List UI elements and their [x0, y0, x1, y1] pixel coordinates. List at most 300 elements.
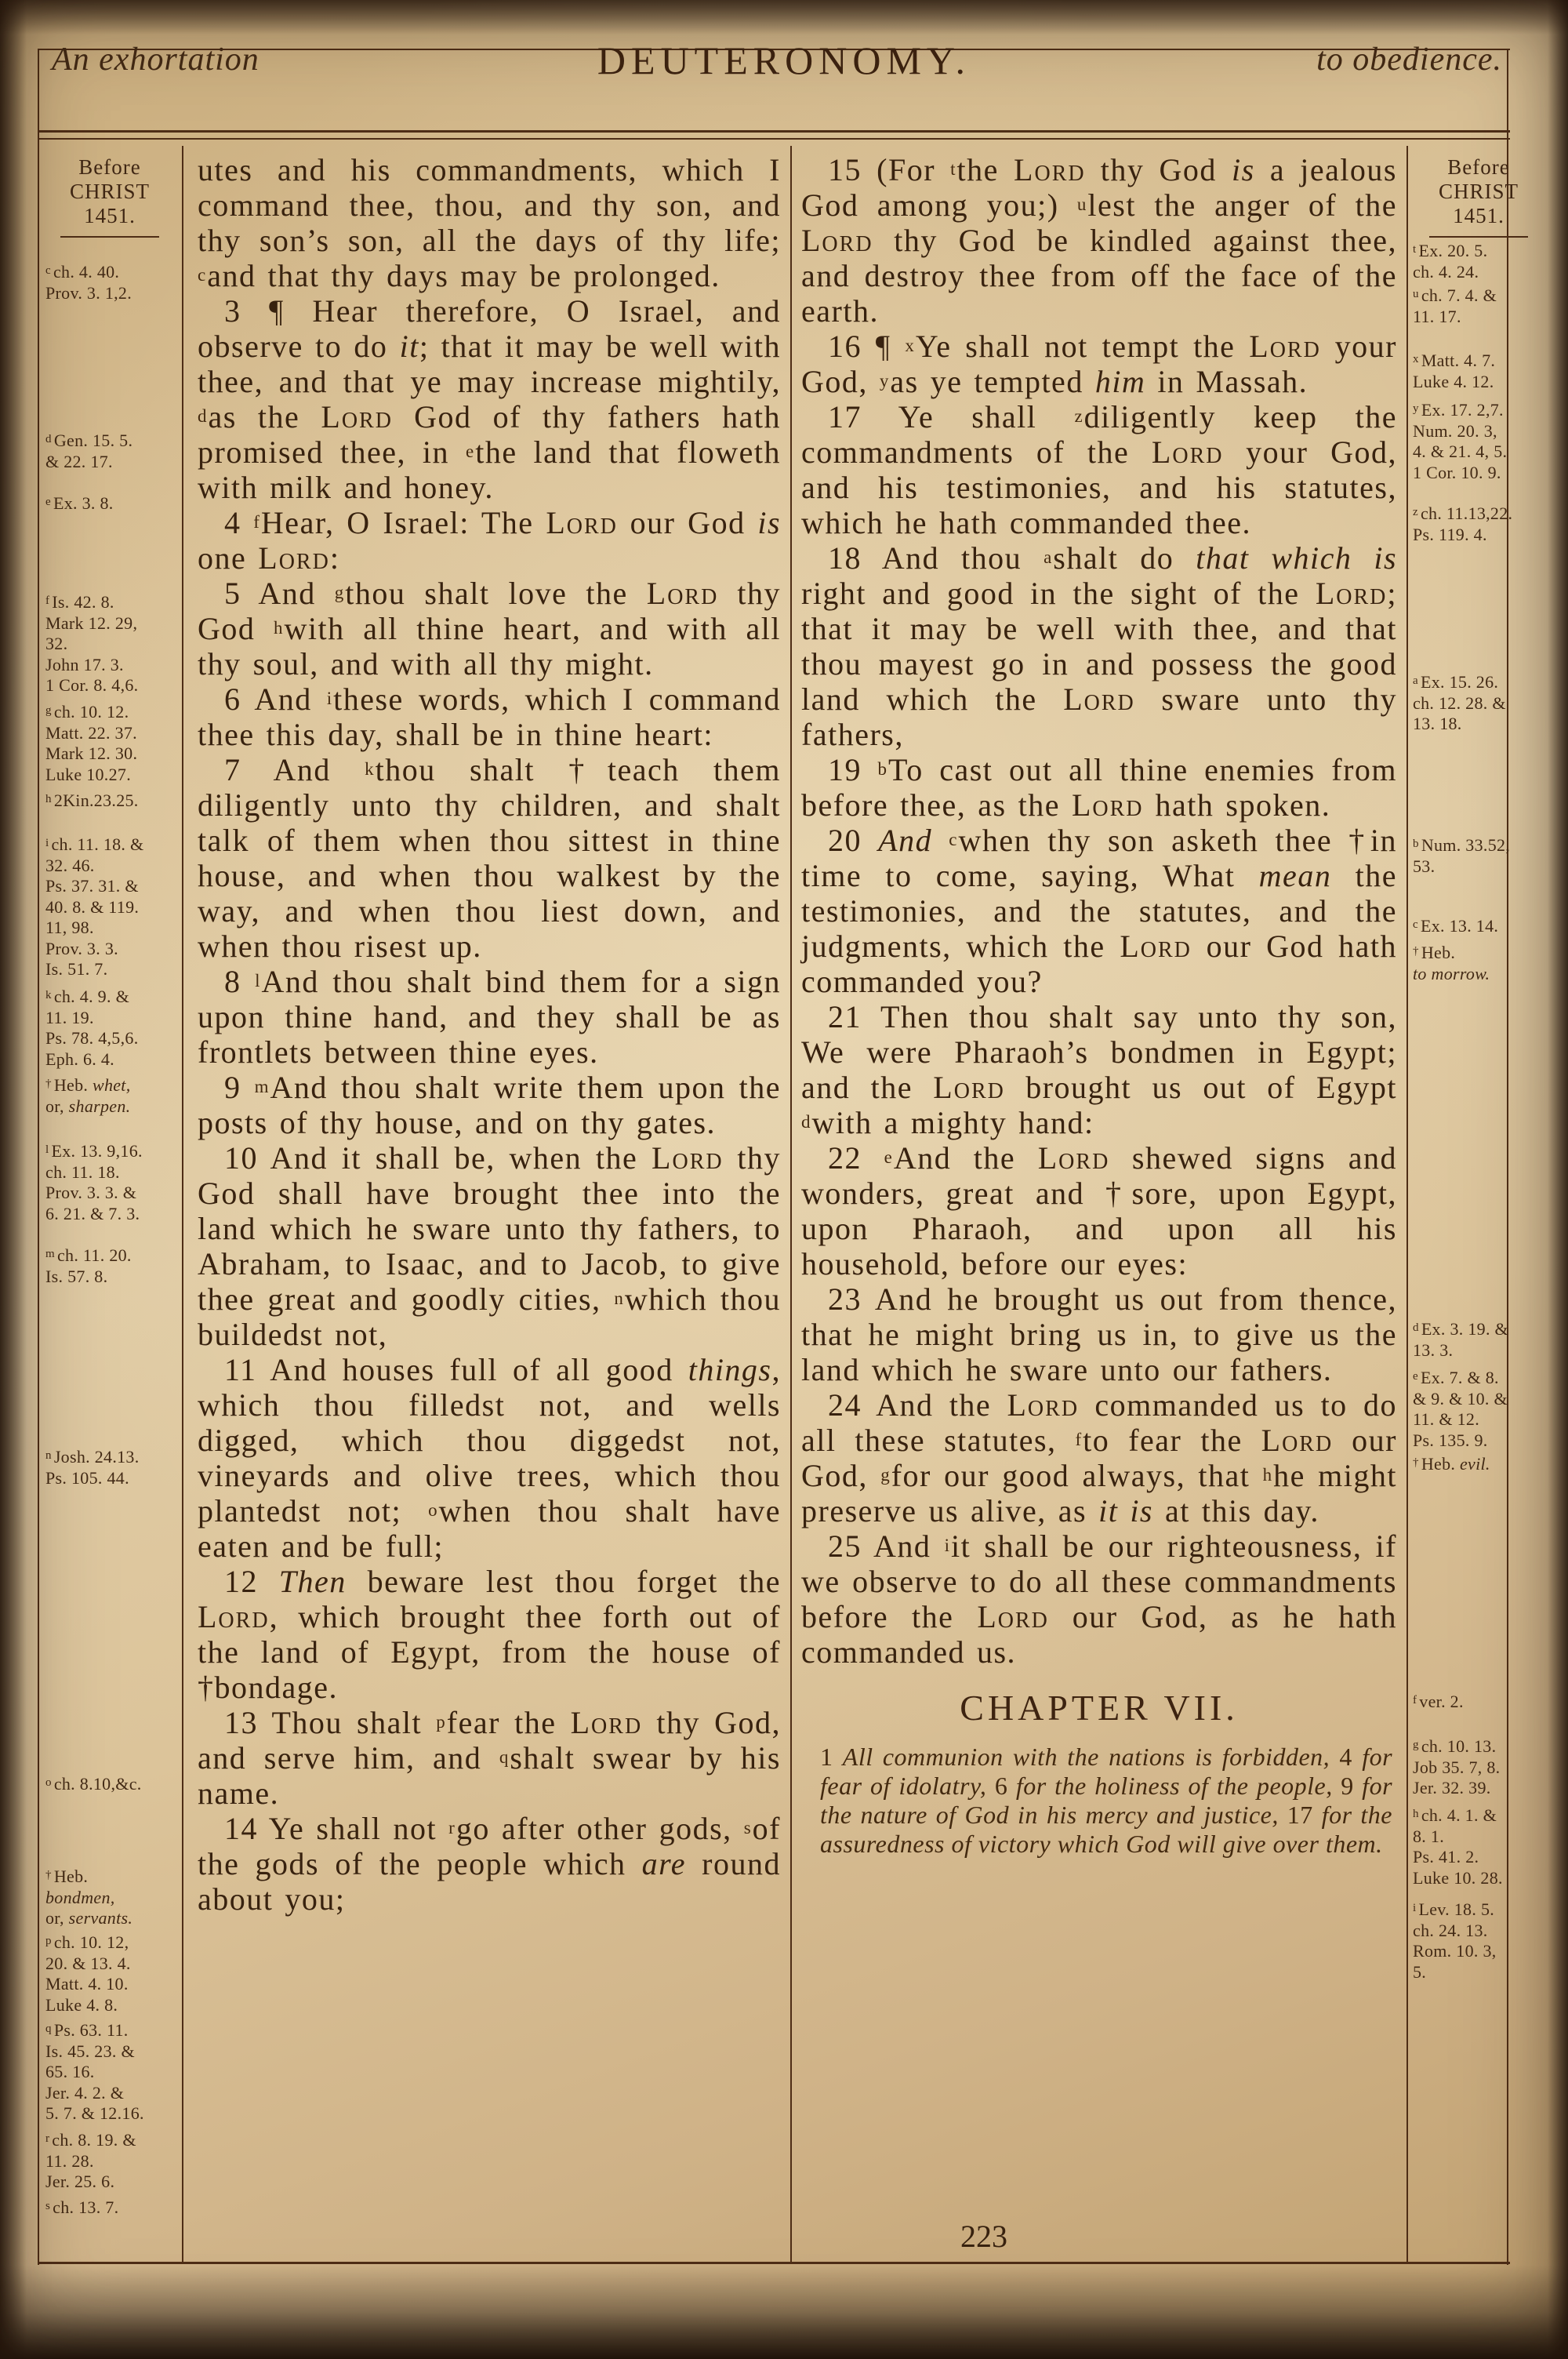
before-christ-line: Before	[1447, 155, 1510, 179]
text-segment: ch. 10. 12.	[53, 702, 129, 722]
margin-note-mark: c	[1413, 918, 1418, 931]
margin-note-mark: z	[1413, 506, 1418, 518]
margin-note-line	[1413, 1826, 1546, 1848]
text-segment: Luke 4. 8.	[45, 1994, 118, 2015]
text-segment: our God,	[801, 1423, 1397, 1493]
verse-paragraph	[198, 293, 781, 505]
text-segment: shalt swear by his name.	[198, 1740, 781, 1811]
text-segment: ch. 4. 40.	[53, 262, 120, 282]
before-christ-line: 1451.	[1453, 204, 1504, 227]
text-segment: for the assuredness of victory which God will give over them.	[820, 1801, 1393, 1858]
text-segment: Lord	[646, 576, 719, 611]
text-segment: 40. 8. & 119.	[45, 896, 140, 917]
margin-note-line	[1413, 1962, 1546, 1983]
margin-note-line	[1413, 1318, 1546, 1340]
text-segment: Is. 51. 7.	[45, 959, 108, 979]
reference-letter: l	[255, 971, 260, 990]
text-segment: as the	[208, 399, 321, 434]
text-segment: Prov. 3. 1,2.	[45, 282, 132, 303]
text-segment: Lord	[977, 1599, 1049, 1634]
text-segment: Lord	[1014, 152, 1086, 187]
reference-letter: f	[253, 512, 260, 532]
text-segment: evil.	[1459, 1454, 1490, 1474]
margin-note-mark: x	[1413, 353, 1419, 365]
text-segment: 25 And	[828, 1528, 945, 1564]
margin-note-line	[45, 1468, 179, 1489]
text-segment: 8	[224, 964, 256, 999]
text-segment: 20. & 13. 4.	[45, 1953, 131, 1973]
margin-note-line	[1413, 421, 1546, 442]
margin-note-mark: a	[1413, 674, 1418, 687]
margin-note-line	[45, 2151, 179, 2172]
margin-note-line	[45, 833, 179, 856]
text-segment: are	[641, 1846, 686, 1881]
text-segment: Prov. 3. 3. &	[45, 1183, 137, 1202]
text-segment: ch. 11. 18.	[45, 1161, 120, 1182]
reference-letter: s	[743, 1818, 751, 1837]
margin-note	[1413, 398, 1546, 483]
text-segment: Jer. 32. 39.	[1413, 1778, 1491, 1797]
text-segment: Ps. 63. 11.	[53, 2020, 129, 2040]
text-segment: ch. 11. 20.	[56, 1245, 132, 1265]
text-segment: 1 Cor. 10. 9.	[1413, 462, 1501, 482]
reference-letter: c	[198, 265, 206, 285]
text-segment: 32. 46.	[45, 855, 95, 875]
margin-note-line	[1413, 442, 1546, 463]
margin-note-mark: i	[1413, 1902, 1417, 1914]
margin-note	[45, 260, 179, 304]
text-segment: for our good always, that	[891, 1458, 1263, 1493]
before-christ-line: Before	[78, 155, 141, 179]
text-segment: Jer. 4. 2. &	[45, 2082, 125, 2103]
text-segment: 13. 3.	[1413, 1339, 1454, 1360]
reference-letter: k	[365, 759, 374, 779]
text-segment: 7 And	[224, 752, 365, 787]
text-segment: Heb.	[53, 1866, 89, 1886]
text-segment: 11. 17.	[1413, 306, 1461, 326]
margin-note-line	[45, 765, 179, 786]
verse-continuation-paragraph	[198, 152, 781, 293]
left-frame-rule	[38, 49, 39, 2265]
margin-note-line	[45, 959, 179, 980]
text-segment: 3 ¶ Hear therefore, O Israel, and observe to do	[198, 293, 781, 364]
margin-note-line	[1413, 1409, 1546, 1430]
text-segment: Lord	[801, 223, 873, 258]
margin-note-line	[45, 429, 179, 452]
margin-note-line	[45, 1995, 179, 2016]
margin-note-line	[45, 700, 179, 723]
margin-note-line	[45, 1974, 179, 1995]
margin-note-mark: s	[45, 2200, 51, 2212]
margin-note-line	[45, 591, 179, 613]
text-segment: a jealous God among you;)	[801, 152, 1397, 223]
margin-note-line	[45, 856, 179, 877]
reference-letter: d	[198, 406, 207, 426]
margin-note	[45, 1772, 179, 1795]
text-segment: your God,	[801, 329, 1398, 399]
text-segment: And thou shalt write them upon the posts of thy house, and on thy gates.	[198, 1070, 781, 1140]
text-segment: Is. 42. 8.	[52, 592, 114, 612]
margin-note	[45, 700, 179, 785]
text-segment: Lord	[321, 399, 393, 434]
margin-note-mark: m	[45, 1248, 55, 1260]
reference-letter: t	[950, 159, 956, 179]
margin-note-line	[1413, 1847, 1546, 1868]
margin-note	[1413, 349, 1546, 392]
margin-note-line	[45, 655, 179, 676]
reference-letter: x	[905, 336, 914, 355]
reference-letter: q	[499, 1747, 509, 1767]
text-segment: the testimonies, and the statutes, and the judgments, which the	[801, 858, 1397, 964]
margin-note-mark: †	[1413, 945, 1419, 958]
text-segment: thy God	[1085, 152, 1232, 187]
text-segment: 24 And the	[828, 1387, 1007, 1423]
text-segment: fear the	[446, 1705, 571, 1740]
text-segment: he might preserve us alive, as	[801, 1458, 1398, 1528]
text-segment: and that thy days may be prolonged.	[207, 258, 720, 293]
text-segment: 20	[828, 823, 879, 858]
margin-note-mark: l	[45, 1143, 49, 1156]
reference-letter: a	[1044, 547, 1052, 567]
verse-paragraph	[198, 576, 781, 682]
reference-letter: p	[436, 1712, 445, 1732]
text-segment: Ex. 3. 19. &	[1421, 1319, 1508, 1339]
text-segment: 1	[820, 1743, 843, 1771]
text-segment: Josh. 24.13.	[53, 1447, 140, 1467]
text-segment: ch. 4. 1. &	[1421, 1805, 1497, 1825]
text-segment: Is. 45. 23. &	[45, 2041, 135, 2061]
text-segment: which thou buildedst not,	[198, 1281, 781, 1352]
text-segment: ch. 11. 18. &	[51, 834, 144, 854]
text-segment: ch. 13. 7.	[53, 2197, 119, 2217]
margin-note	[1413, 1690, 1546, 1713]
text-segment: diligently keep the commandments of the	[801, 399, 1398, 470]
text-segment: 2Kin.23.25.	[53, 791, 139, 810]
text-segment: And the	[893, 1140, 1038, 1176]
text-segment: round about you;	[198, 1846, 781, 1917]
reference-letter: i	[944, 1536, 949, 1555]
margin-note	[45, 2196, 179, 2219]
text-segment: Lord	[1071, 787, 1144, 823]
before-christ-date-right	[1410, 155, 1548, 238]
text-segment: to morrow.	[1413, 963, 1490, 983]
margin-note-line	[45, 1244, 179, 1267]
text-segment: Lord	[933, 1070, 1005, 1105]
bottom-frame-rule	[38, 2262, 1510, 2264]
margin-note	[45, 1074, 179, 1117]
margin-note-line	[45, 1865, 179, 1888]
margin-note-line	[45, 939, 179, 960]
text-segment: 11. & 12.	[1413, 1409, 1479, 1429]
margin-note-line	[1413, 1941, 1546, 1962]
reference-letter: f	[1075, 1430, 1082, 1449]
margin-note-line	[1413, 307, 1546, 328]
reference-letter: c	[949, 830, 957, 849]
verse-paragraph	[801, 1387, 1397, 1528]
margin-note-line	[1413, 1898, 1546, 1921]
text-segment: ; that it may be well with thee, and that ye may increase mightily,	[198, 329, 781, 399]
text-segment: Ex. 3. 8.	[53, 493, 114, 513]
reference-letter: r	[448, 1818, 455, 1837]
verse-paragraph	[198, 505, 781, 576]
text-segment: 9	[224, 1070, 255, 1105]
text-segment: or,	[45, 1908, 69, 1928]
margin-note-line	[1413, 262, 1546, 283]
text-segment: Lev. 18. 5.	[1418, 1899, 1495, 1919]
text-segment: thy God be kindled against thee, and destroy thee from off the face of the earth.	[801, 223, 1397, 329]
text-segment: 1 Cor. 8. 4,6.	[45, 675, 139, 695]
text-segment: Job 35. 7, 8.	[1413, 1757, 1501, 1777]
verse-paragraph	[198, 752, 781, 964]
margin-note-line	[45, 2128, 179, 2151]
text-segment: 32.	[45, 634, 68, 653]
text-segment: Matt. 22. 37.	[45, 722, 137, 743]
text-segment: 10 And it shall be, when the	[224, 1140, 652, 1176]
margin-note-line	[1413, 714, 1546, 735]
chapter-summary	[801, 1743, 1397, 1859]
verse-paragraph	[801, 399, 1397, 540]
margin-note-mark: k	[45, 989, 52, 1001]
text-segment: God of thy fathers hath promised thee, in	[198, 399, 782, 470]
text-segment: Heb.	[1421, 1454, 1460, 1474]
margin-note-line	[1413, 239, 1546, 262]
margin-note-mark: b	[1413, 838, 1419, 850]
margin-note-mark: n	[45, 1449, 52, 1462]
text-segment: 5. 7. & 12.16.	[45, 2103, 144, 2123]
text-segment: ver. 2.	[1419, 1692, 1464, 1711]
text-segment: 19	[828, 752, 878, 787]
text-segment: these words, which I command thee this day, shall be in thine heart:	[198, 682, 781, 752]
text-segment: Lord	[1315, 576, 1388, 611]
margin-note-mark: o	[45, 1776, 52, 1789]
text-segment: Ps. 78. 4,5,6.	[45, 1028, 139, 1048]
text-segment: Lord	[1037, 1140, 1110, 1176]
text-segment: 13. 18.	[1413, 714, 1462, 733]
margin-note-line	[45, 260, 179, 283]
text-segment: 16 ¶	[828, 329, 906, 364]
before-christ-line: CHRIST	[1438, 180, 1519, 203]
reference-letter: m	[254, 1077, 269, 1096]
margin-note-line	[45, 634, 179, 655]
reference-letter: y	[879, 371, 889, 391]
verse-paragraph	[198, 682, 781, 752]
text-segment: right and good in the sight of the	[801, 576, 1316, 611]
margin-note	[1413, 1735, 1546, 1799]
reference-letter: h	[1262, 1465, 1272, 1485]
verse-paragraph	[801, 1281, 1397, 1387]
text-segment: Ex. 13. 14.	[1420, 916, 1499, 936]
margin-note-mark: q	[45, 2023, 52, 2035]
chapter-heading: CHAPTER VII.	[960, 1688, 1239, 1728]
before-christ-line: 1451.	[84, 204, 136, 227]
text-segment: when thy son asketh thee †in time to come, saying, What	[801, 823, 1397, 893]
text-segment: Eph. 6. 4.	[45, 1049, 114, 1069]
margin-note	[45, 492, 179, 514]
margin-note-line	[1413, 398, 1546, 421]
margin-note-line	[1413, 964, 1546, 985]
text-segment: Luke 10.27.	[45, 764, 132, 784]
text-segment: ch. 8.10,&c.	[53, 1774, 142, 1794]
margin-note-mark: d	[1413, 1321, 1419, 1334]
margin-note-line	[1413, 525, 1546, 546]
text-segment: ch. 8. 19. &	[52, 2130, 136, 2150]
text-segment: commanded us to do all these statutes,	[801, 1387, 1397, 1458]
text-segment: Lord	[198, 1599, 270, 1634]
margin-note-mark: f	[1413, 1694, 1417, 1707]
verse-paragraph	[198, 1070, 781, 1140]
text-segment: is	[1232, 152, 1255, 187]
text-segment: the	[956, 152, 1014, 187]
margin-note-line	[45, 1267, 179, 1288]
text-segment: things	[688, 1352, 772, 1387]
margin-note-mark: h	[1413, 1808, 1419, 1820]
margin-note-line	[45, 1908, 179, 1929]
text-segment: Jer. 25. 6.	[45, 2172, 115, 2191]
reference-letter: u	[1076, 194, 1087, 214]
text-segment: Ps. 37. 31. &	[45, 876, 139, 896]
verse-paragraph	[198, 1352, 781, 1564]
text-segment: Lord	[1249, 329, 1321, 364]
text-segment: Ex. 13. 9,16.	[51, 1141, 143, 1161]
scripture-column-left	[198, 152, 781, 1917]
text-segment: :	[329, 540, 340, 576]
text-segment: Num. 33.52,	[1421, 835, 1511, 855]
header-rule-1	[38, 130, 1510, 133]
text-segment: as ye tempted	[890, 364, 1095, 399]
text-segment: And	[878, 823, 933, 858]
text-segment: go after other gods,	[456, 1811, 744, 1846]
margin-note-mark: c	[45, 264, 51, 277]
margin-note	[1413, 914, 1546, 937]
text-segment: the land that floweth with milk and honey.	[198, 434, 781, 505]
margin-note-mark: y	[1413, 402, 1419, 415]
text-segment: thy God shall have brought thee into the land which he sware unto thy fathers, to Abraham, to Isaac, and to Jacob, to give thee great and goodly cities,	[198, 1140, 781, 1317]
margin-note-line	[1413, 1921, 1546, 1942]
text-segment: thou shalt love the	[345, 576, 647, 611]
text-segment: sharpen.	[68, 1096, 131, 1116]
text-segment: & 22. 17.	[45, 451, 113, 471]
margin-note	[1413, 1898, 1546, 1983]
reference-letter: o	[428, 1500, 437, 1520]
margin-note-line	[45, 1204, 179, 1225]
text-segment: 21 Then thou shalt say unto thy son, We were Pharaoh’s bondmen in Egypt; and the	[801, 999, 1397, 1105]
margin-note-line	[1413, 834, 1546, 856]
text-segment: 22	[828, 1140, 884, 1176]
text-segment: ch. 12. 28. &	[1413, 692, 1506, 713]
text-segment	[932, 823, 949, 858]
reference-letter: z	[1074, 406, 1083, 426]
margin-note-line	[45, 723, 179, 744]
text-segment: Then	[278, 1564, 347, 1599]
text-segment: 11. 19.	[45, 1007, 94, 1027]
text-segment: our God hath commanded you?	[801, 929, 1398, 999]
margin-note-line	[1413, 463, 1546, 484]
text-segment: 4	[224, 505, 254, 540]
margin-note-line	[1413, 941, 1546, 964]
verse-paragraph	[198, 964, 781, 1070]
text-segment: Gen. 15. 5.	[53, 431, 133, 450]
text-segment: mean	[1258, 858, 1332, 893]
text-segment: with a mighty hand:	[811, 1105, 1094, 1140]
text-segment: that which is	[1196, 540, 1398, 576]
margin-note-line	[45, 2019, 179, 2041]
reference-letter: b	[877, 759, 887, 779]
margin-note-line	[45, 1888, 179, 1909]
text-segment: All communion with the nations is forbidden,	[842, 1743, 1330, 1771]
text-segment: with all thine heart, and with all thy soul, and with all thy might.	[198, 611, 781, 682]
margin-note-line	[1413, 1735, 1546, 1757]
text-segment: Lord	[1151, 434, 1224, 470]
text-segment: Mark 12. 29,	[45, 612, 138, 633]
text-segment: 4. & 21. 4, 5.	[1413, 442, 1508, 461]
text-segment: 5 And	[224, 576, 335, 611]
text-segment: Ex. 20. 5.	[1418, 241, 1488, 260]
margin-note-line	[45, 1028, 179, 1049]
text-segment: Ps. 41. 2.	[1413, 1847, 1479, 1866]
text-segment: him	[1094, 364, 1146, 399]
scripture-column-right	[801, 152, 1397, 1859]
margin-note-mark: r	[45, 2132, 50, 2145]
margin-note-mark: u	[1413, 288, 1419, 300]
text-segment: our God	[617, 505, 758, 540]
margin-note-mark: p	[45, 1935, 52, 1947]
text-segment: thy God	[198, 576, 781, 646]
before-christ-rule	[60, 236, 159, 238]
text-segment: is	[757, 505, 782, 540]
margin-note	[1413, 1804, 1546, 1888]
text-segment: beware lest thou forget the	[346, 1564, 782, 1599]
margin-note-mark: e	[1413, 1370, 1418, 1383]
text-segment: utes and his commandments, which I command thee, thou, and thy son, and thy son’s son, all the days of thy life;	[198, 152, 781, 258]
text-segment: 8. 1.	[1413, 1826, 1444, 1846]
verse-paragraph	[198, 1705, 781, 1811]
text-segment: Matt. 4. 10.	[45, 1974, 129, 1994]
left-notes-divider	[182, 146, 183, 2262]
margin-note-line	[45, 743, 179, 765]
margin-note-line	[45, 1183, 179, 1204]
margin-note-line	[45, 1140, 179, 1162]
text-segment: John 17. 3.	[45, 654, 124, 674]
margin-note-mark: †	[1413, 1456, 1419, 1469]
text-segment: hath spoken.	[1143, 787, 1331, 823]
verse-paragraph	[801, 152, 1397, 329]
verse-paragraph	[801, 1528, 1397, 1670]
text-segment: Heb.	[1421, 943, 1456, 962]
text-segment: ch. 11.13,22.	[1420, 503, 1513, 523]
margin-note-line	[1413, 1430, 1546, 1452]
margin-note-line	[45, 613, 179, 634]
margin-note	[1413, 1452, 1546, 1475]
text-segment: 14 Ye shall not	[224, 1811, 449, 1846]
margin-note	[45, 1865, 179, 1929]
running-head-right: to obedience.	[1316, 42, 1502, 78]
text-segment: brought us out of Egypt	[1004, 1070, 1398, 1105]
text-segment: Lord	[546, 505, 618, 540]
reference-letter: n	[614, 1289, 623, 1308]
margin-note	[45, 789, 179, 812]
margin-note	[45, 1244, 179, 1287]
text-segment: sware unto thy fathers,	[801, 682, 1397, 752]
reference-letter: h	[274, 618, 283, 638]
margin-note	[45, 2019, 179, 2125]
text-segment: Hear, O Israel: The	[260, 505, 546, 540]
text-segment: at this day.	[1153, 1493, 1319, 1528]
text-segment: 13 Thou shalt	[224, 1705, 437, 1740]
margin-note	[45, 1445, 179, 1488]
text-segment: Rom. 10. 3,	[1413, 1941, 1497, 1961]
text-segment: 23 And he brought us out from thence, that he might bring us in, to give us the land which he sware unto our fathers.	[801, 1281, 1397, 1387]
text-segment: Lord	[652, 1140, 724, 1176]
